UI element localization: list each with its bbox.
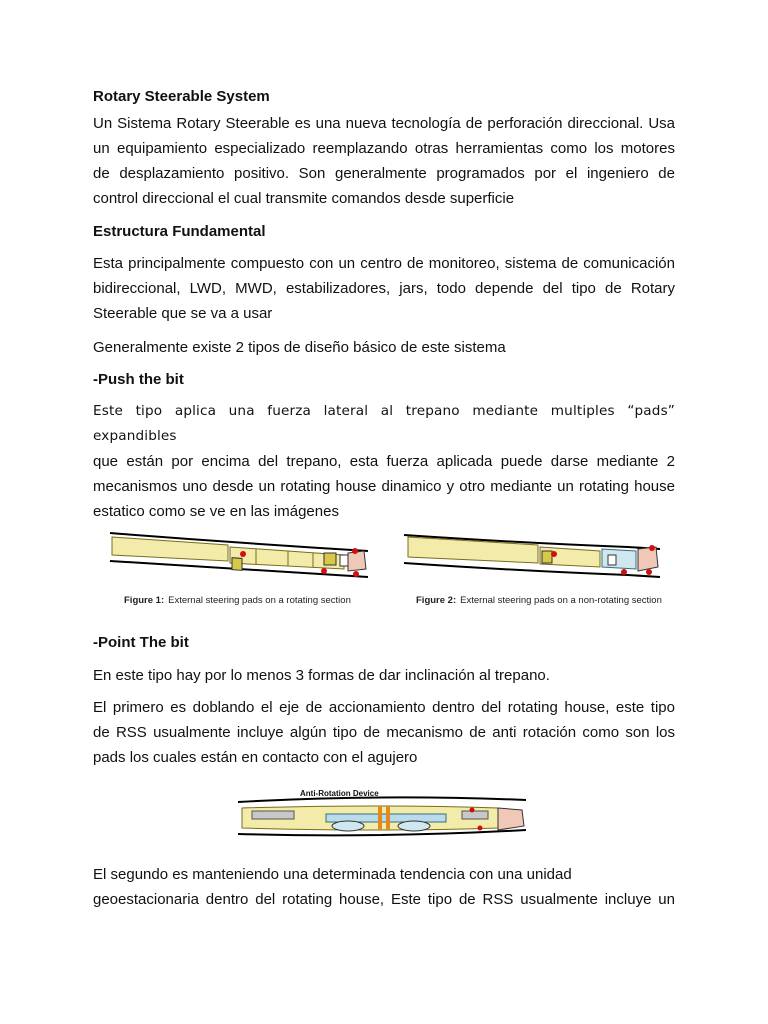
marker-dot: [478, 826, 483, 831]
figure-2-non-rotating-section: [402, 525, 670, 611]
text-line: Steerable que se va a usar: [93, 305, 273, 322]
figure-1-caption: [124, 595, 351, 606]
text-line: de desplazamiento positivo. Son generalmente programados por el ingeniero de: [93, 165, 675, 182]
text-line: El segundo es manteniendo una determinada tendencia con una unidad: [93, 866, 572, 883]
paragraph-estructura: [93, 251, 675, 326]
text-line: que están por encima del trepano, esta fuerza aplicada puede darse mediante 2: [93, 453, 675, 470]
figure-1-text: External steering pads on a rotating section: [168, 595, 351, 606]
figure-2-text: External steering pads on a non-rotating section: [460, 595, 662, 606]
text-line: pads los cuales están en contacto con el agujero: [93, 749, 418, 766]
figure-1-rotating-section: [108, 525, 370, 611]
figure-3-anti-rotation: [236, 786, 530, 840]
text-line: mecanismos uno desde un rotating house dinamico y otro mediante un rotating house: [93, 478, 675, 495]
marker-dot: [470, 808, 475, 813]
heading-estructura-fundamental: Estructura Fundamental: [93, 223, 266, 240]
borehole-wall-upper: [238, 797, 526, 802]
figure-2-caption: [416, 595, 662, 606]
heading-point-the-bit: -Point The bit: [93, 634, 189, 651]
paragraph-point-the-bit: En este tipo hay por lo menos 3 formas de dar inclinación al trepano.: [93, 667, 550, 684]
steering-pad-marker: [551, 551, 557, 557]
paragraph-intro: [93, 111, 675, 211]
text-line: bidireccional, LWD, MWD, estabilizadores, jars, todo depende del tipo de Rotary: [93, 280, 675, 297]
text-line: Un Sistema Rotary Steerable es una nueva tecnología de perforación direccional. Usa: [93, 115, 675, 132]
steering-pad-marker: [240, 551, 246, 557]
text-line: control direccional el cual transmite comandos desde superficie: [93, 190, 515, 207]
anti-rotation-device-label: Anti-Rotation Device: [300, 789, 379, 798]
steering-pad-marker: [352, 548, 358, 554]
text-line: de RSS usualmente incluye algún tipo de mecanismo de anti rotación como son los: [93, 724, 675, 741]
paragraph-push-the-bit: [93, 399, 675, 524]
text-line: estatico como se ve en las imágenes: [93, 503, 339, 520]
steering-pad-marker: [649, 545, 655, 551]
steering-pad-marker: [321, 568, 327, 574]
steering-pad-marker: [353, 571, 359, 577]
text-line: El primero es doblando el eje de accionamiento dentro del rotating house, este tipo: [93, 699, 675, 716]
borehole-wall-lower: [238, 830, 526, 835]
text-line: geoestacionaria dentro del rotating house, Este tipo de RSS usualmente incluye un: [93, 891, 675, 908]
steering-pad-marker: [646, 569, 652, 575]
paragraph-primero: [93, 695, 675, 770]
paragraph-segundo: [93, 862, 675, 912]
heading-push-the-bit: -Push the bit: [93, 371, 184, 388]
text-line: Este tipo aplica una fuerza lateral al trepano mediante multiples “pads” expandibles: [93, 403, 675, 444]
text-line: un equipamiento especializado reemplazando otras herramientas como los motores: [93, 140, 675, 157]
text-line: Esta principalmente compuesto con un centro de monitoreo, sistema de comunicación: [93, 255, 675, 272]
figure-1-label: Figure 1:: [124, 595, 165, 606]
heading-rotary-steerable-system: Rotary Steerable System: [93, 88, 270, 105]
steering-pad-marker: [621, 569, 627, 575]
paragraph-tipos: Generalmente existe 2 tipos de diseño básico de este sistema: [93, 339, 506, 356]
figure-2-label: Figure 2:: [416, 595, 457, 606]
